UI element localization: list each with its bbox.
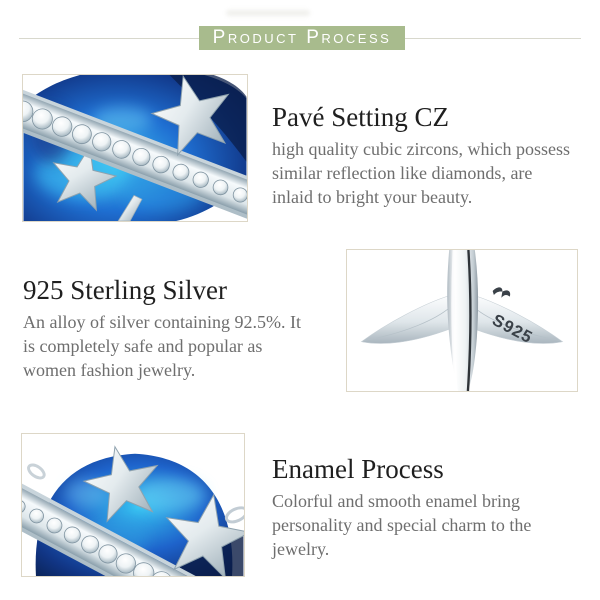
section-pave-cz-text <box>272 100 587 209</box>
section-sterling-silver-text <box>23 273 353 382</box>
airplane-wing-left <box>361 295 450 343</box>
header-rule-left <box>19 38 199 39</box>
section-heading-enamel-process: Enamel Process <box>272 454 444 484</box>
header-rule-right <box>405 38 581 39</box>
body-line: similar reflection like diamonds, are <box>272 163 533 183</box>
body-line: personality and special charm to the <box>272 515 532 535</box>
header-title-bar <box>199 26 405 50</box>
section-heading-pave-cz: Pavé Setting CZ <box>272 102 449 132</box>
enamel-charm-photo <box>21 433 245 577</box>
watermark-artifact <box>226 10 310 16</box>
section-body-enamel-process <box>272 489 592 561</box>
body-line: inlaid to bright your beauty. <box>272 187 473 207</box>
maker-bird-mark <box>491 284 512 302</box>
body-line: An alloy of silver containing 92.5%. It <box>23 312 301 332</box>
silver-hallmark-illustration <box>347 250 577 391</box>
chain-link-right <box>224 505 244 525</box>
section-body-pave-cz <box>272 137 587 209</box>
body-line: jewelry. <box>272 539 330 559</box>
enamel-charm-illustration <box>22 434 244 576</box>
chain-link-left <box>26 462 46 480</box>
section-enamel-process-text <box>272 452 592 561</box>
pave-cz-charm-photo <box>22 74 248 222</box>
body-line: high quality cubic zircons, which possess <box>272 139 570 159</box>
body-line: Colorful and smooth enamel bring <box>272 491 520 511</box>
pave-cz-charm-illustration <box>23 75 247 221</box>
body-line: is completely safe and popular as <box>23 336 263 356</box>
section-heading-sterling-silver: 925 Sterling Silver <box>23 275 227 305</box>
body-line: women fashion jewelry. <box>23 360 196 380</box>
s925-stamp-text: S925 <box>489 310 537 348</box>
airplane-fuselage <box>447 250 478 391</box>
page-title: Product Process <box>212 27 392 48</box>
silver-hallmark-photo <box>346 249 578 392</box>
section-body-sterling-silver <box>23 310 353 382</box>
